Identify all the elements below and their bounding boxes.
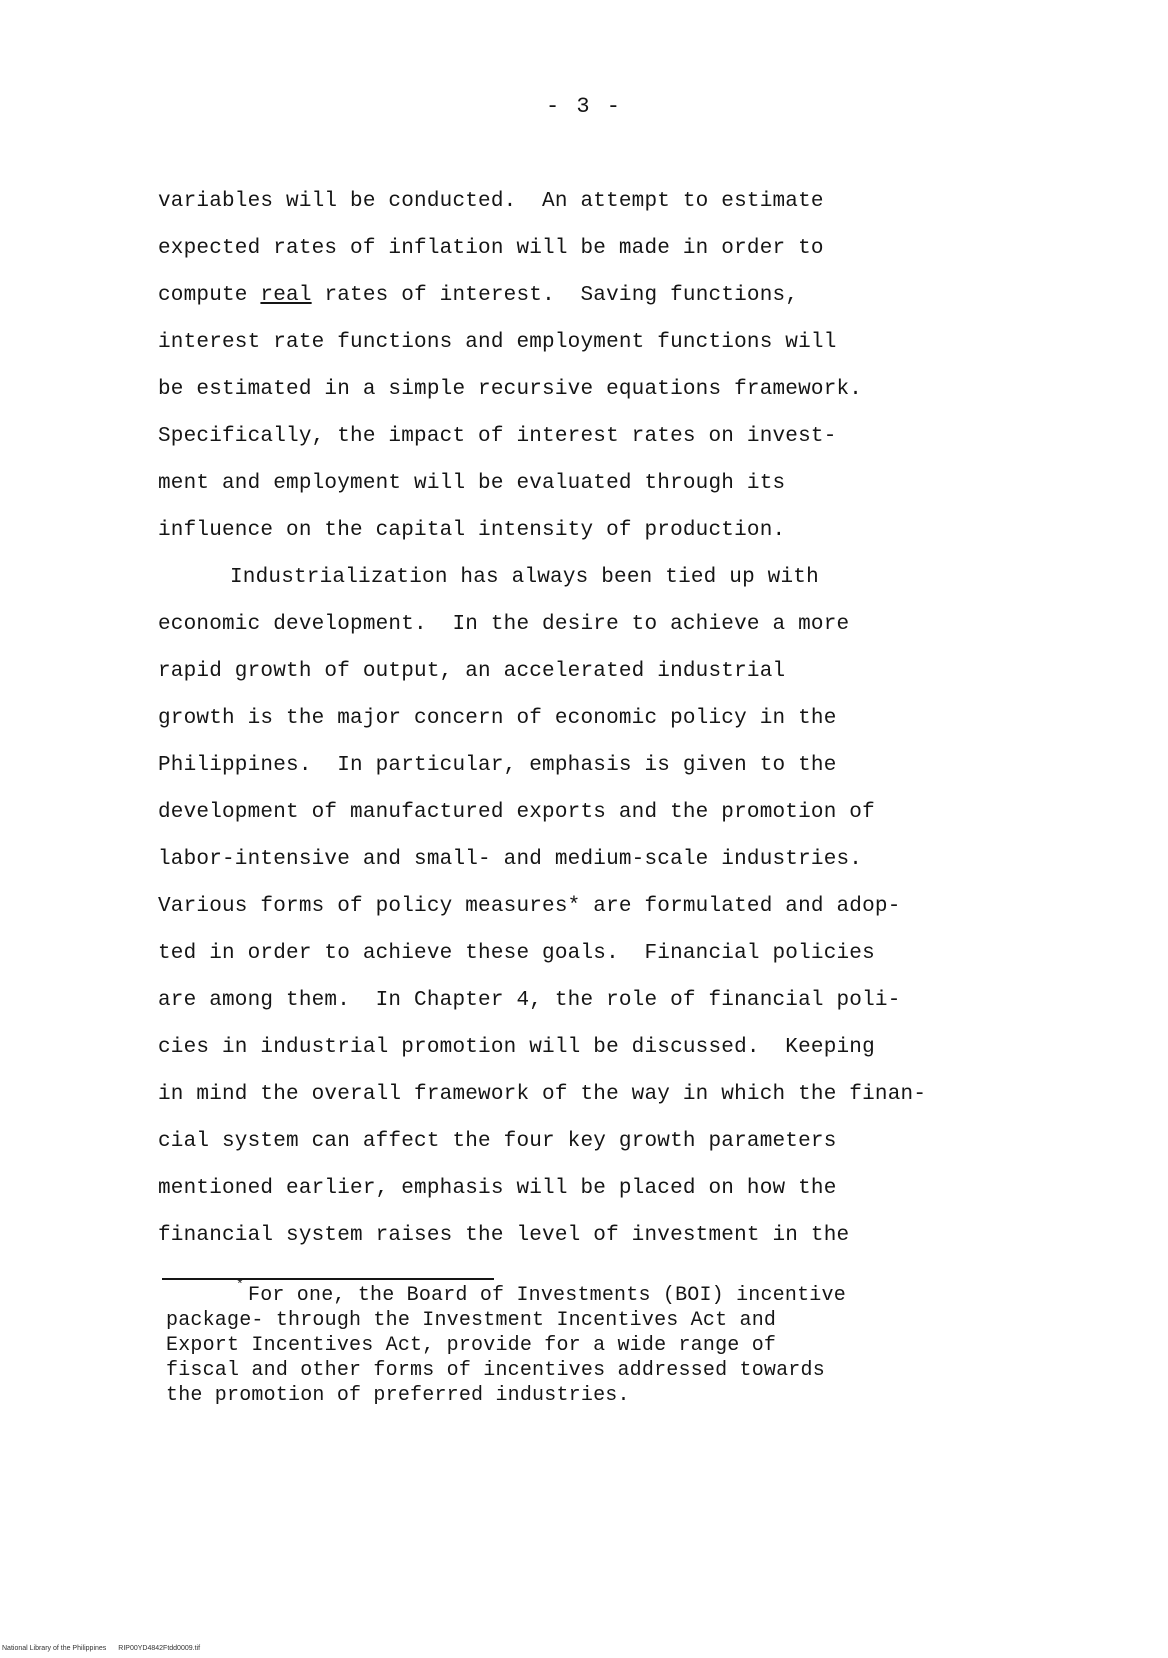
- body-line: economic development. In the desire to achieve a more: [158, 613, 850, 636]
- body-line: cial system can affect the four key growth parameters: [158, 1130, 837, 1153]
- body-line: ted in order to achieve these goals. Financial policies: [158, 942, 875, 965]
- body-line: development of manufactured exports and the promotion of: [158, 801, 875, 824]
- body-line-suffix: rates of interest. Saving functions,: [324, 284, 799, 307]
- body-line: mentioned earlier, emphasis will be placed on how the: [158, 1177, 837, 1200]
- body-line: Specifically, the impact of interest rates on invest-: [158, 425, 837, 448]
- footnote-line: fiscal and other forms of incentives addressed towards: [166, 1359, 825, 1382]
- footnote-line: Export Incentives Act, provide for a wide range of: [166, 1334, 777, 1357]
- footnote-line: the promotion of preferred industries.: [166, 1384, 630, 1407]
- body-line-with-emphasis: [158, 272, 1018, 319]
- body-line: are among them. In Chapter 4, the role of financial poli-: [158, 989, 901, 1012]
- body-line: ment and employment will be evaluated through its: [158, 472, 786, 495]
- body-line: financial system raises the level of investment in the: [158, 1224, 850, 1247]
- archive-file-id: RIP00YD4842Ftdd0009.tif: [118, 1645, 201, 1652]
- emphasized-word: real: [260, 284, 312, 307]
- body-line: Philippines. In particular, emphasis is given to the: [158, 754, 837, 777]
- body-line: be estimated in a simple recursive equations framework.: [158, 378, 863, 401]
- body-line: labor-intensive and small- and medium-scale industries.: [158, 848, 863, 871]
- body-line: rapid growth of output, an accelerated industrial: [158, 660, 786, 683]
- body-line: Various forms of policy measures* are formulated and adop-: [158, 895, 901, 918]
- body-line: influence on the capital intensity of production.: [158, 519, 786, 542]
- body-line: variables will be conducted. An attempt to estimate: [158, 190, 824, 213]
- paragraph-start-line: Industrialization has always been tied up with: [230, 566, 819, 589]
- footnote-line: For one, the Board of Investments (BOI) incentive: [248, 1284, 846, 1307]
- archive-stamp: [2, 1645, 212, 1652]
- body-text: [158, 178, 1018, 1259]
- footnote-line: package- through the Investment Incentives Act and: [166, 1309, 777, 1332]
- page-number: - 3 -: [545, 94, 622, 119]
- body-line: interest rate functions and employment functions will: [158, 331, 837, 354]
- body-line: growth is the major concern of economic policy in the: [158, 707, 837, 730]
- body-line: expected rates of inflation will be made in order to: [158, 237, 824, 260]
- body-line-prefix: compute: [158, 284, 261, 307]
- body-line: in mind the overall framework of the way in which the finan-: [158, 1083, 927, 1106]
- footnote-divider: [162, 1278, 494, 1280]
- body-line: cies in industrial promotion will be discussed. Keeping: [158, 1036, 875, 1059]
- archive-library-name: National Library of the Philippines: [2, 1645, 107, 1652]
- footnote-marker: *: [236, 1277, 244, 1292]
- footnote: [166, 1283, 1006, 1408]
